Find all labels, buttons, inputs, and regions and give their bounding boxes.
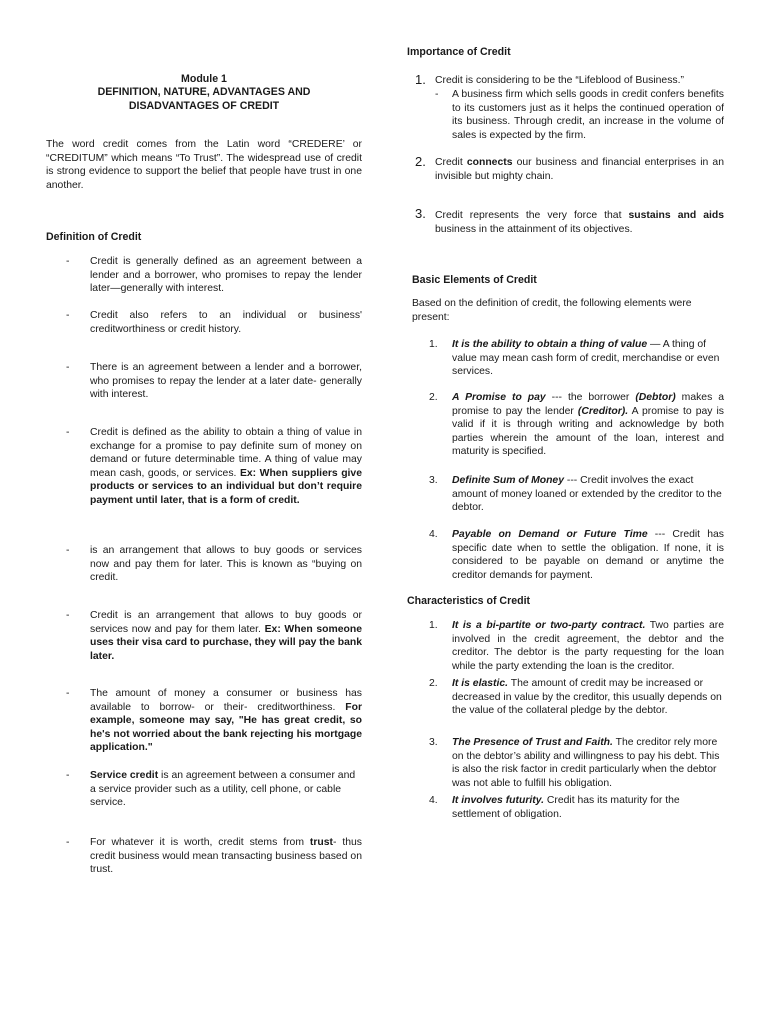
basic-element-item bbox=[429, 338, 724, 379]
definition-item bbox=[66, 544, 362, 585]
definition-item bbox=[66, 687, 362, 755]
item-number: 4. bbox=[429, 529, 438, 540]
definition-item-text: There is an agreement between a lender and a borrower, who promises to repay the lender at a later date- generally with interest. bbox=[90, 362, 362, 401]
basic-element-text: It is the ability to obtain a thing of value — A thing of value may mean cash form of credit, merchandise or even services. bbox=[452, 339, 720, 378]
importance-sub-text: A business firm which sells goods in credit confers benefits to its customers just as it helps the continued operation of its business. Through credit, an increase in the volume of sales is expected by the firm. bbox=[452, 89, 724, 141]
dash-bullet: - bbox=[66, 427, 70, 438]
definition-item-text: is an arrangement that allows to buy goods or services now and pay them for later. This is known as “buying on credit. bbox=[90, 545, 362, 584]
item-number: 1. bbox=[429, 339, 438, 350]
definition-item bbox=[66, 836, 362, 877]
importance-sub-item bbox=[435, 88, 724, 142]
characteristic-text: It is elastic. The amount of credit may be increased or decreased in value by the creditor, this usually depends on the value of the collateral pledge by the debtor. bbox=[452, 678, 722, 717]
characteristic-item bbox=[429, 794, 724, 821]
definition-item-text: The amount of money a consumer or business has available to borrow- or their- creditworthiness. For example, someone may say, "He has great credit, so he's not worried about the bank rejecting his mortgage application." bbox=[90, 688, 362, 754]
dash-bullet: - bbox=[66, 610, 70, 621]
definition-item-text: Credit also refers to an individual or business' creditworthiness or credit history. bbox=[90, 310, 362, 335]
basic-element-item bbox=[429, 391, 724, 459]
definition-item bbox=[66, 255, 362, 296]
importance-item-text: Credit is considering to be the “Lifeblood of Business.” bbox=[435, 75, 684, 86]
definition-item bbox=[66, 361, 362, 402]
definition-item bbox=[66, 309, 362, 336]
item-number: 3. bbox=[429, 737, 438, 748]
dash-bullet: - bbox=[66, 688, 70, 699]
item-number: 1. bbox=[429, 620, 438, 631]
importance-number: 1. bbox=[415, 72, 426, 87]
definition-heading: Definition of Credit bbox=[46, 231, 142, 243]
module-number: Module 1 bbox=[181, 73, 227, 85]
characteristics-heading: Characteristics of Credit bbox=[407, 595, 531, 607]
basic-element-text: A Promise to pay --- the borrower (Debtor) makes a promise to pay the lender (Creditor). A promise to pay is valid if it is through writing and acknowledge by both parties wherein the amount of the loan, interest and maturity is specified. bbox=[452, 392, 724, 458]
importance-item-text: Credit connects our business and financial enterprises in an invisible but mighty chain. bbox=[435, 157, 724, 182]
basic-element-item bbox=[429, 528, 724, 582]
importance-item-text: Credit represents the very force that sustains and aids business in the attainment of its objectives. bbox=[435, 210, 724, 235]
dash-bullet: - bbox=[66, 256, 70, 267]
dash-bullet: - bbox=[66, 362, 70, 373]
item-number: 2. bbox=[429, 392, 438, 403]
intro-paragraph: The word credit comes from the Latin word “CREDERE’ or “CREDITUM” which means “To Trust”. The widespread use of credit is strong evidence to support the belief that people have trust in one another. bbox=[46, 139, 362, 191]
characteristic-item bbox=[429, 736, 724, 790]
item-number: 2. bbox=[429, 678, 438, 689]
basic-elements-intro: Based on the definition of credit, the following elements were present: bbox=[412, 298, 692, 323]
definition-item-text: Credit is defined as the ability to obtain a thing of value in exchange for a promise to pay definite sum of money on demand or future determinable time. A thing of value may mean cash, goods, or services. Ex: When suppliers give products or services to an individual but don’t require payment until later, that is a form of credit. bbox=[90, 427, 362, 506]
dash-bullet: - bbox=[435, 89, 439, 100]
module-title bbox=[46, 73, 362, 113]
characteristic-text: It is a bi-partite or two-party contract. Two parties are involved in the credit agreement, the debtor and the creditor. The debtor is the party requesting for the loan while the party extending the loan is the creditor. bbox=[452, 620, 724, 672]
characteristic-text: The Presence of Trust and Faith. The creditor rely more on the debtor’s ability and willingness to pay his debt. This is also the risk factor in credit particularly when the debtor was not able to fulfill his obligation. bbox=[452, 737, 720, 789]
importance-heading: Importance of Credit bbox=[407, 46, 511, 58]
definition-item bbox=[66, 609, 362, 663]
basic-element-text: Payable on Demand or Future Time --- Credit has specific date when to settle the obligation. If none, it is considered to be payable on demand or anytime the creditor demands for payment. bbox=[452, 529, 724, 581]
dash-bullet: - bbox=[66, 545, 70, 556]
basic-element-item bbox=[429, 474, 724, 515]
module-title-line1: DEFINITION, NATURE, ADVANTAGES AND bbox=[97, 86, 311, 99]
basic-elements-heading: Basic Elements of Credit bbox=[412, 274, 537, 286]
definition-item-text: For whatever it is worth, credit stems from trust- thus credit business would mean transacting business based on trust. bbox=[90, 837, 362, 876]
definition-item-text: Credit is an arrangement that allows to buy goods or services now and pay for them later. Ex: When someone uses their visa card to purchase, they will pay the bank later. bbox=[90, 610, 362, 662]
item-number: 3. bbox=[429, 475, 438, 486]
characteristic-item bbox=[429, 619, 724, 673]
definition-item bbox=[66, 769, 362, 810]
importance-number: 3. bbox=[415, 206, 426, 221]
definition-item-text: Service credit is an agreement between a consumer and a service provider such as a utility, cell phone, or cable service. bbox=[90, 770, 356, 809]
item-number: 4. bbox=[429, 795, 438, 806]
dash-bullet: - bbox=[66, 837, 70, 848]
importance-number: 2. bbox=[415, 154, 426, 169]
characteristic-text: It involves futurity. Credit has its maturity for the settlement of obligation. bbox=[452, 795, 680, 820]
definition-item-text: Credit is generally defined as an agreement between a lender and a borrower, who promises to repay the lender later—generally with interest. bbox=[90, 256, 362, 295]
module-title-line2: DISADVANTAGES OF CREDIT bbox=[128, 99, 280, 112]
characteristic-item bbox=[429, 677, 724, 718]
dash-bullet: - bbox=[66, 310, 70, 321]
basic-element-text: Definite Sum of Money --- Credit involves the exact amount of money loaned or extended by the creditor to the debtor. bbox=[452, 475, 722, 514]
definition-item bbox=[66, 426, 362, 508]
dash-bullet: - bbox=[66, 770, 70, 781]
